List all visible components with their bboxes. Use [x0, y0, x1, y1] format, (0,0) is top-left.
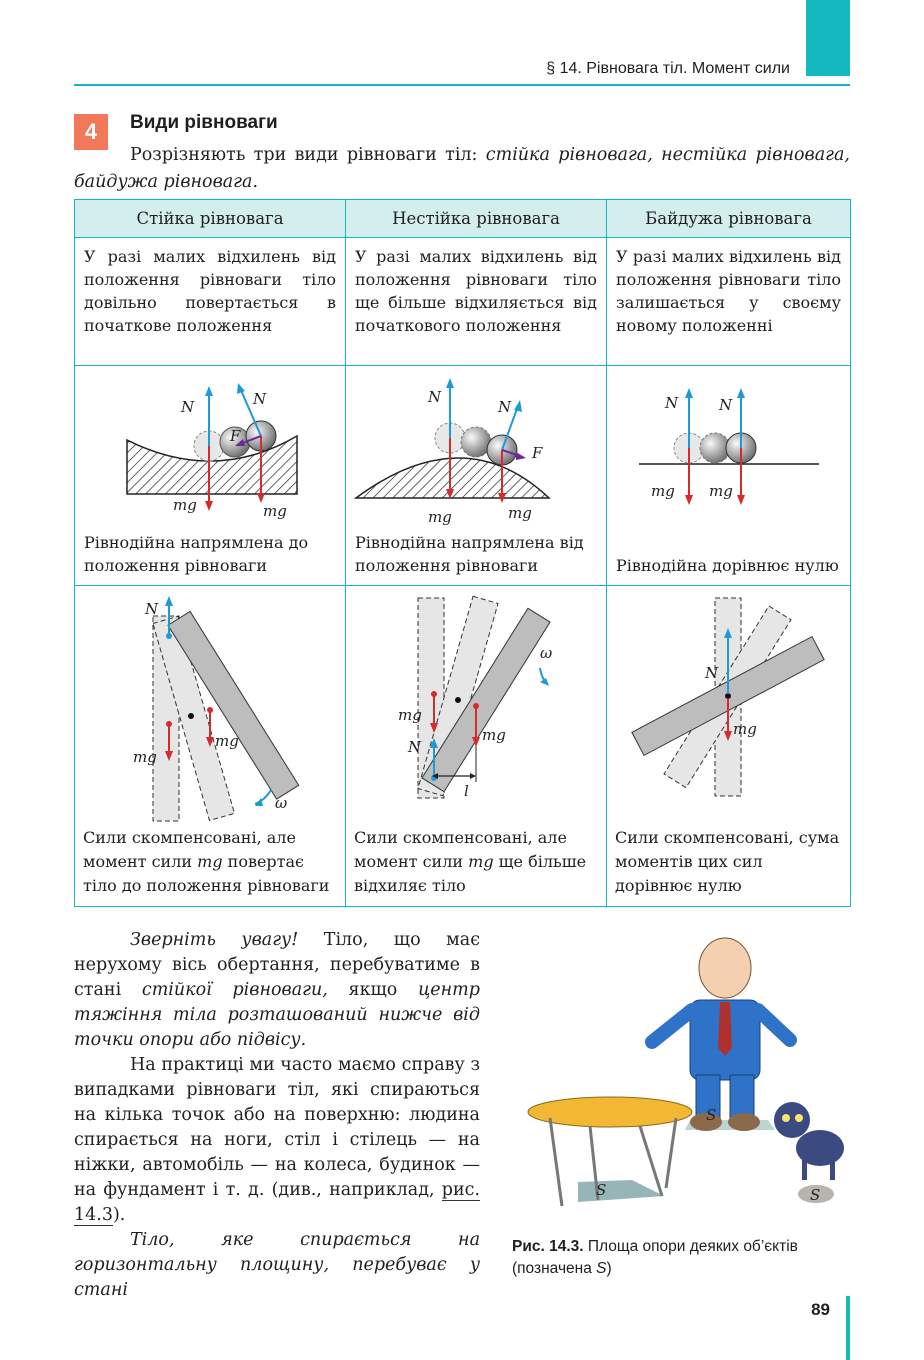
rod-caption-neutral: Сили скомпенсовані, сума моментів цих сил дорівнює нулю	[615, 828, 840, 895]
definition-unstable: У разі малих відхилень від положення рівноваги тіло ще більше відхиляється від початкового положення	[355, 247, 597, 335]
area-label-cat: S	[810, 1186, 821, 1204]
definition-stable: У разі малих відхилень від положення рівноваги тіло довільно повертається в початкове положення	[84, 247, 336, 335]
label-N1: N	[428, 388, 442, 406]
figure-reference-link[interactable]: рис. 14.3	[74, 1180, 480, 1225]
area-label-man: S	[706, 1106, 717, 1124]
resultant-unstable: Рівнодійна напрямлена від положення рівноваги	[355, 533, 584, 575]
label-N1: N	[665, 394, 679, 412]
label-F: F	[230, 427, 241, 445]
area-label-table: S	[596, 1181, 607, 1199]
rod-caption-stable: Сили скомпенсовані, але момент сили mg повертає тіло до положення рівноваги	[83, 828, 330, 895]
label-F: F	[532, 444, 543, 462]
corner-accent-block	[806, 0, 850, 76]
page-number-bar	[846, 1296, 850, 1360]
label-N: N	[705, 664, 719, 682]
label-mg2: mg	[215, 732, 239, 750]
label-N2: N	[498, 398, 512, 416]
page-number: 89	[811, 1300, 830, 1319]
rod-caption-unstable: Сили скомпенсовані, але момент сили mg ще більше відхиляє тіло	[354, 828, 587, 895]
section-intro: Розрізняють три види рівноваги тіл: стійка рівновага, нестійка рівновага, байдужа рівновага.	[74, 145, 850, 192]
header-neutral: Байдужа рівновага	[607, 200, 851, 238]
section-number-badge: 4	[74, 114, 108, 150]
figure-caption: Рис. 14.3. Площа опори деяких об’єктів (позначена S)	[512, 1238, 798, 1277]
resultant-neutral: Рівнодійна дорівнює нулю	[616, 556, 839, 575]
header-rule	[74, 84, 850, 86]
label-N: N	[408, 738, 422, 756]
section-title: Види рівноваги	[130, 112, 278, 133]
header-unstable: Нестійка рівновага	[346, 200, 607, 238]
label-N1: N	[181, 398, 195, 416]
label-mg1: mg	[133, 748, 157, 766]
label-omega: ω	[275, 794, 288, 812]
label-l: l	[464, 782, 469, 800]
header-stable: Стійка рівновага	[75, 200, 346, 238]
body-text	[74, 928, 480, 1303]
label-omega: ω	[540, 644, 553, 662]
label-mg1: mg	[398, 706, 422, 724]
resultant-stable: Рівнодійна напрямлена до положення рівноваги	[84, 533, 309, 575]
label-N: N	[145, 600, 159, 618]
label-mg1: mg	[173, 496, 197, 514]
label-mg2: mg	[263, 502, 287, 520]
label-mg2: mg	[508, 504, 532, 522]
support-area-illustration	[520, 930, 850, 1215]
label-mg2: mg	[709, 482, 733, 500]
neutral-ball-diagram	[607, 366, 851, 585]
label-N2: N	[253, 390, 267, 408]
paragraph-horizontal: Тіло, яке спирається на горизонтальну площину, перебуває у стані	[74, 1230, 480, 1300]
paragraph-practice: На практиці ми часто маємо справу з випадками рівноваги тіл, які спираються на кілька точок або на поверхню: людина спирається на ноги, стіл і стілець — на ніжки, автомобіль — на колеса, будинок — на фундамент і т. д. (див., наприклад, рис. 14.3).	[74, 1055, 480, 1225]
label-N2: N	[719, 396, 733, 414]
label-mg1: mg	[651, 482, 675, 500]
equilibrium-types-table	[74, 199, 851, 907]
paragraph-attention: Зверніть увагу! Тіло, що має нерухому вісь обертання, перебуватиме в стані стійкої рівноваги, якщо центр тяжіння тіла розташований нижче від точки опори або підвісу.	[74, 930, 480, 1050]
label-mg2: mg	[482, 726, 506, 744]
definition-neutral: У разі малих відхилень від положення рівноваги тіло залишається у своєму новому положенні	[616, 247, 841, 335]
label-mg1: mg	[428, 508, 452, 526]
running-header: § 14. Рівновага тіл. Момент сили	[546, 60, 790, 77]
label-mg: mg	[733, 720, 757, 738]
